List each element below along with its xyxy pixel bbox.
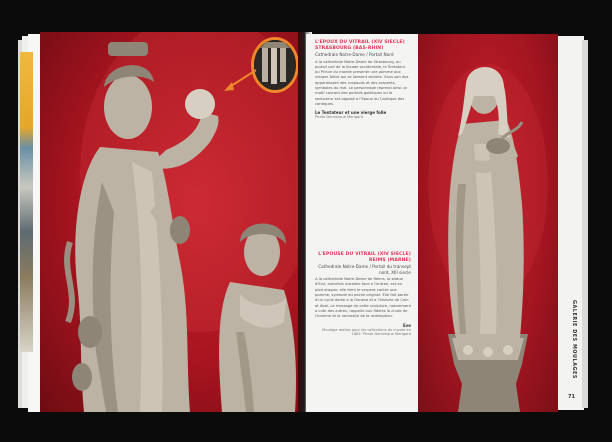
section-subheading: REIMS (MARNE) — [368, 258, 411, 263]
running-head: GALERIE DES MOULAGES — [571, 300, 576, 379]
arrow-icon — [222, 68, 258, 94]
caption-heading: Le Tentateur et une vierge folle — [315, 110, 387, 116]
section-strasbourg — [315, 40, 411, 120]
detail-inset-image — [251, 37, 299, 93]
section-body: A la cathedrale Notre-Dame de Reims, la statue d'Eve, autrefois installee face a l'entree, est en pied dragon; elle tient le serpent contre une pomme, symbole du peche originel. Elle fait partie d'un cycle dedie a la Genese et a l'histoire de Cain et Abel. Le message de cette sculpture, notamment a cote des autres, rappelle aux fideles la chute de l'homme et la necessite de la redemption. — [315, 277, 411, 319]
section-intro: Cathedrale Notre-Dame / Portail Nord — [315, 52, 394, 57]
section-subheading: STRASBOURG (BAS-RHIN) — [315, 46, 384, 51]
section-heading: L'EPOUX DU VITRAIL (XIV SIECLE) — [315, 40, 405, 45]
caption-text: Photo Dominique Merigard — [315, 115, 364, 120]
article-text-column — [306, 34, 418, 412]
previous-page-photo-strip — [20, 52, 33, 352]
section-intro: Cathedrale Notre-Dame / Portail du transept nord, XIII siecle — [318, 264, 411, 275]
right-page-photo — [418, 34, 558, 412]
page-edge — [582, 40, 588, 408]
section-heading: L'EPOUSE DU VITRAIL (XIV SIECLE) — [318, 252, 411, 257]
caption-heading: Eve — [402, 322, 411, 328]
page-number: 71 — [568, 394, 575, 400]
section-body: A la cathedrale Notre-Dame de Strasbourg, au portail sud de la facade occidentale, le Tentateur ou Prince du monde presente une pomme aux vierges folles qui se laissent seduire. Sous son dos apparaissent des crapauds et des serpents, symboles du mal. Le personnage reprend ainsi un motif courant des portails gothiques ou le seducteur est opposé a l'Epoux du Cantique des cantiques. — [315, 59, 409, 106]
eve-statue-illustration — [418, 34, 558, 412]
section-reims — [315, 252, 411, 337]
caption-text: Moulage realise pour les collections du musee en 1882. Photo Dominique Merigard — [322, 327, 411, 337]
